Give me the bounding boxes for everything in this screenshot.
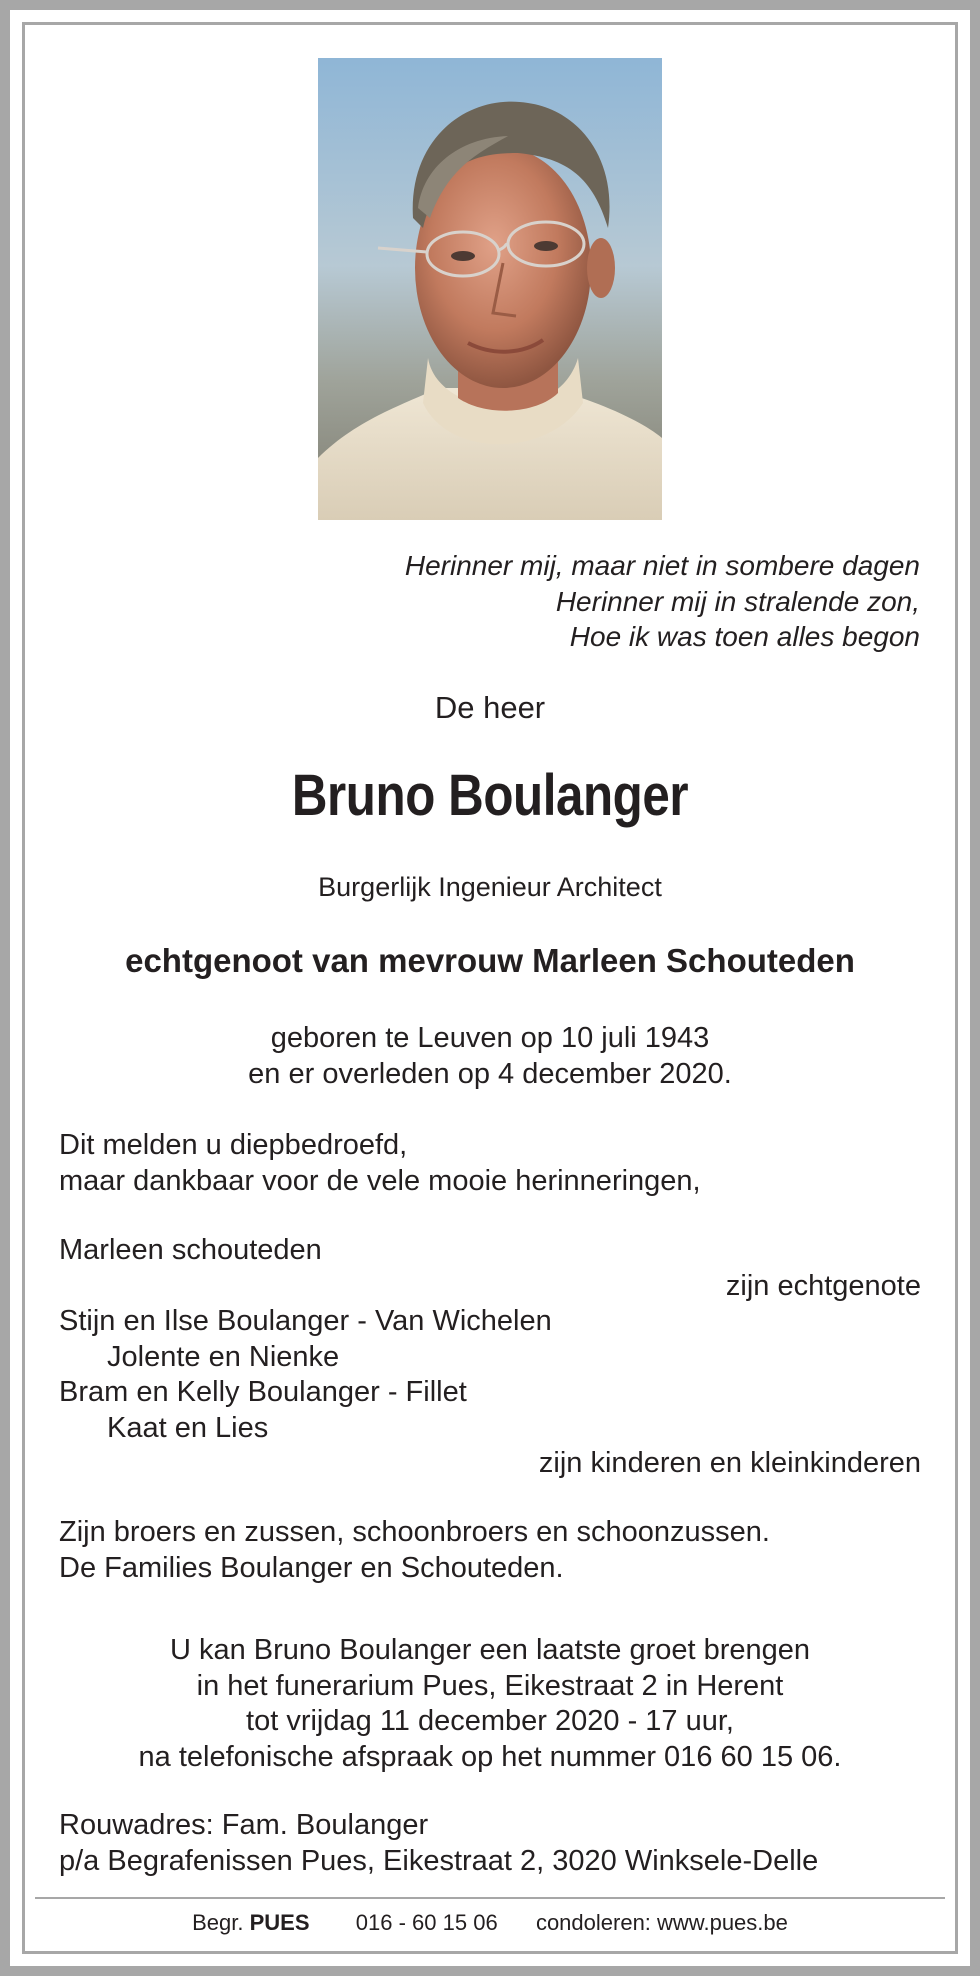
grandchildren: Kaat en Lies: [107, 1411, 269, 1444]
footer: [0, 1910, 980, 1936]
footer-divider: [35, 1897, 945, 1899]
footer-phone: 016 - 60 15 06: [355, 1910, 498, 1935]
visit-line: na telefonische afspraak op het nummer 016 60 15 06.: [138, 1740, 842, 1773]
poem-line: Hoe ik was toen alles begon: [569, 621, 920, 652]
visit-line: in het funerarium Pues, Eikestraat 2 in Herent: [196, 1669, 784, 1702]
birth-line: geboren te Leuven op 10 juli 1943: [270, 1022, 710, 1054]
death-line: en er overleden op 4 december 2020.: [248, 1058, 732, 1090]
spouse-name: Marleen schouteden: [59, 1234, 322, 1266]
announcement-line: maar dankbaar voor de vele mooie herinneringen,: [59, 1164, 701, 1197]
grandchildren: Jolente en Nienke: [107, 1340, 340, 1373]
visitation-info: [0, 1633, 980, 1775]
relatives-line: Zijn broers en zussen, schoonbroers en schoonzussen.: [59, 1516, 770, 1548]
begr-label: Begr.: [192, 1910, 244, 1935]
address-line: Rouwadres: Fam. Boulanger: [59, 1809, 429, 1841]
announcement-line: Dit melden u diepbedroefd,: [59, 1129, 408, 1161]
mourning-address: [59, 1808, 921, 1879]
address-line: p/a Begrafenissen Pues, Eikestraat 2, 3020 Winksele-Delle: [59, 1844, 819, 1877]
child-family: Stijn en Ilse Boulanger - Van Wichelen: [59, 1305, 552, 1337]
spouse-line: echtgenoot van mevrouw Marleen Schouteden: [125, 942, 855, 979]
child-family: Bram en Kelly Boulanger - Fillet: [59, 1376, 467, 1408]
relatives-line: De Families Boulanger en Schouteden.: [59, 1551, 564, 1584]
poem-line: Herinner mij, maar niet in sombere dagen: [404, 550, 920, 581]
relatives: [59, 1515, 921, 1586]
children-role: zijn kinderen en kleinkinderen: [538, 1447, 921, 1479]
condolence-link[interactable]: condoleren: www.pues.be: [535, 1910, 788, 1935]
poem: [405, 548, 920, 655]
visit-line: tot vrijdag 11 december 2020 - 17 uur,: [246, 1705, 734, 1737]
visit-line: U kan Bruno Boulanger een laatste groet brengen: [169, 1634, 811, 1666]
portrait-photo: [318, 58, 662, 520]
life-dates: [0, 1020, 980, 1092]
spouse-role: zijn echtgenote: [725, 1269, 921, 1302]
honorific: De heer: [434, 690, 546, 725]
announcement: [59, 1128, 921, 1199]
deceased-name: Bruno Boulanger: [291, 763, 689, 828]
funeral-company: PUES: [249, 1910, 310, 1935]
poem-line: Herinner mij in stralende zon,: [555, 585, 920, 617]
profession: Burgerlijk Ingenieur Architect: [318, 872, 662, 902]
family-list: [59, 1233, 921, 1482]
